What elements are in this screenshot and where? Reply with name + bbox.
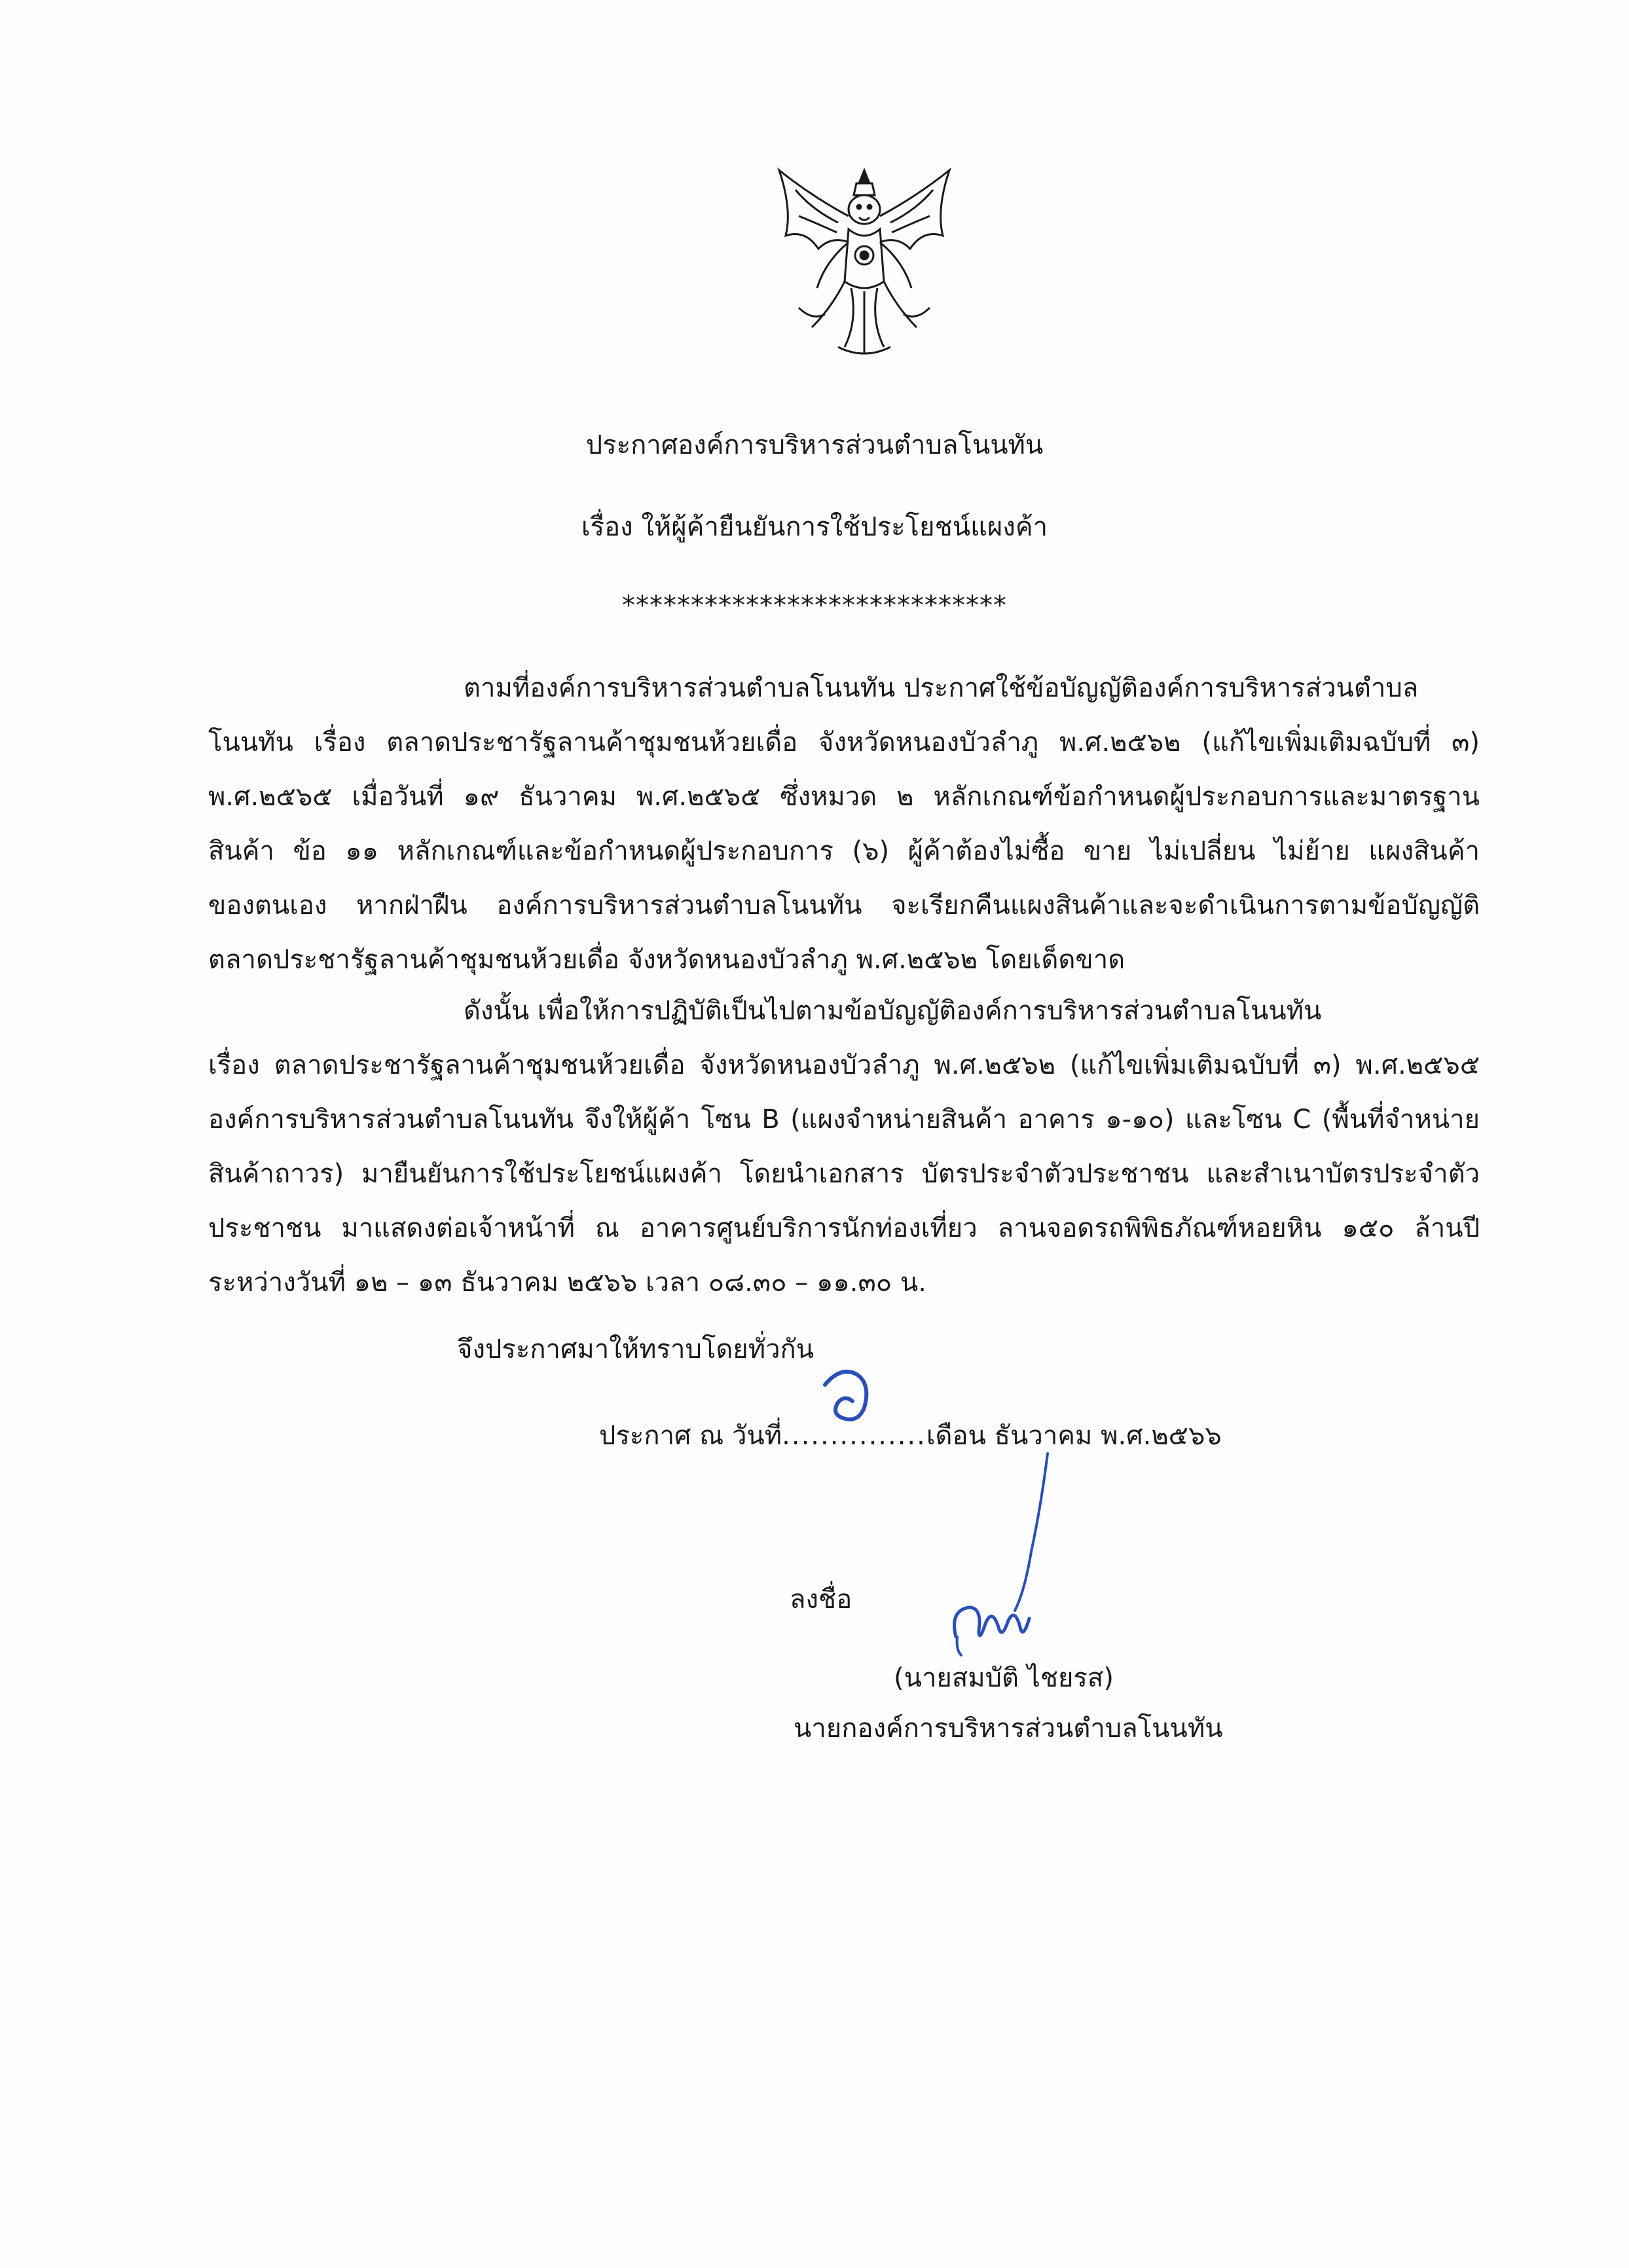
paragraph-1-line: ของตนเอง หากฝ่าฝืน องค์การบริหารส่วนตำบลโนนทัน จะเรียกคืนแผงสินค้าและจะดำเนินการตามข้อบัญญัติ bbox=[208, 890, 1480, 921]
paragraph-1-line: พ.ศ.๒๕๖๕ เมื่อวันที่ ๑๙ ธันวาคม พ.ศ.๒๕๖๕ ซึ่งหมวด ๒ หลักเกณฑ์ข้อกำหนดผู้ประกอบการและมาตรฐาน bbox=[208, 782, 1480, 812]
paragraph-2-line: ดังนั้น เพื่อให้การปฏิบัติเป็นไปตามข้อบัญญัติองค์การบริหารส่วนตำบลโนนทัน bbox=[464, 996, 1322, 1026]
handwritten-day bbox=[812, 1362, 884, 1427]
day-blank: ............... bbox=[782, 1421, 926, 1451]
signature bbox=[943, 1447, 1074, 1663]
paragraph-1-line: ตามที่องค์การบริหารส่วนตำบลโนนทัน ประกาศใช้ข้อบัญญัติองค์การบริหารส่วนตำบล bbox=[464, 673, 1419, 703]
announce-suffix: เดือน ธันวาคม พ.ศ.๒๕๖๖ bbox=[926, 1421, 1222, 1451]
signatory-name: (นายสมบัติ ไชยรส) bbox=[894, 1663, 1114, 1693]
paragraph-2-line: ระหว่างวันที่ ๑๒ – ๑๓ ธันวาคม ๒๕๖๖ เวลา ๐๘.๓๐ – ๑๑.๓๐ น. bbox=[208, 1268, 926, 1298]
garuda-emblem-icon bbox=[760, 157, 969, 367]
signatory-title: นายกองค์การบริหารส่วนตำบลโนนทัน bbox=[794, 1713, 1223, 1744]
heading-organization: ประกาศองค์การบริหารส่วนตำบลโนนทัน bbox=[585, 430, 1044, 460]
separator-stars: **************************** bbox=[622, 591, 1007, 621]
signed-label: ลงชื่อ bbox=[790, 1584, 852, 1615]
paragraph-1-line: โนนทัน เรื่อง ตลาดประชารัฐลานค้าชุมชนห้วยเดื่อ จังหวัดหนองบัวลำภู พ.ศ.๒๕๖๒ (แก้ไขเพิ่มเติมฉบับที่ ๓) bbox=[208, 727, 1480, 758]
paragraph-1-line: ตลาดประชารัฐลานค้าชุมชนห้วยเดื่อ จังหวัดหนองบัวลำภู พ.ศ.๒๕๖๒ โดยเด็ดขาด bbox=[208, 945, 1126, 975]
paragraph-2-line: เรื่อง ตลาดประชารัฐลานค้าชุมชนห้วยเดื่อ จังหวัดหนองบัวลำภู พ.ศ.๒๕๖๒ (แก้ไขเพิ่มเติมฉบับที่ ๓) พ.ศ.๒๕๖๕ bbox=[208, 1050, 1480, 1080]
paragraph-2 bbox=[208, 984, 1480, 1310]
paragraph-2-line: สินค้าถาวร) มายืนยันการใช้ประโยชน์แผงค้า โดยนำเอกสาร บัตรประจำตัวประชาชน และสำเนาบัตรประจำตัว bbox=[208, 1159, 1480, 1189]
paragraph-1 bbox=[208, 661, 1480, 987]
heading-subject: เรื่อง ให้ผู้ค้ายืนยันการใช้ประโยชน์แผงค้า bbox=[581, 512, 1048, 542]
paragraph-2-line: ประชาชน มาแสดงต่อเจ้าหน้าที่ ณ อาคารศูนย์บริการนักท่องเที่ยว ลานจอดรถพิพิธภัณฑ์หอยหิน ๑๕๐ ล้านปี bbox=[208, 1213, 1480, 1243]
paragraph-1-line: สินค้า ข้อ ๑๑ หลักเกณฑ์และข้อกำหนดผู้ประกอบการ (๖) ผู้ค้าต้องไม่ซื้อ ขาย ไม่เปลี่ยน ไม่ย้าย แผงสินค้า bbox=[208, 836, 1480, 866]
closing-statement: จึงประกาศมาให้ทราบโดยทั่วกัน bbox=[457, 1334, 814, 1364]
announce-prefix: ประกาศ ณ วันที่ bbox=[599, 1421, 782, 1451]
paragraph-2-line: องค์การบริหารส่วนตำบลโนนทัน จึงให้ผู้ค้า โซน B (แผงจำหน่ายสินค้า อาคาร ๑-๑๐) และโซน C (พื้นที่จำหน่าย bbox=[208, 1105, 1480, 1135]
announcement-date-line bbox=[599, 1414, 1222, 1456]
